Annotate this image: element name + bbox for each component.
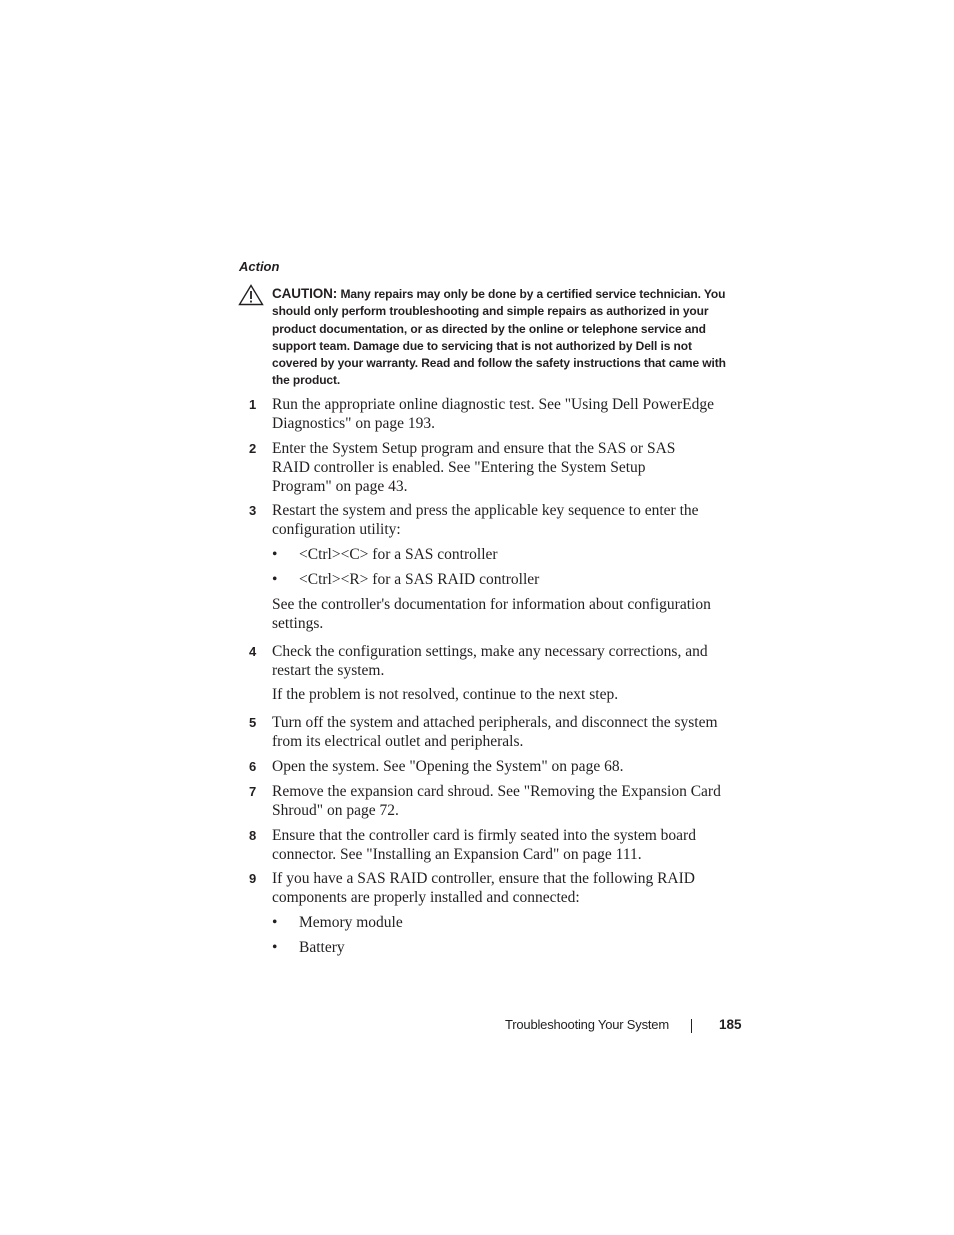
caution-text: Many repairs may only be done by a certified service technician. You should only perform troubleshooting and simple repairs as authorized in your product documentation, or as directed by the online or telephone service and support team. Damage due to servicing that is not authorized by Dell is not covered by your warranty. Read and follow the safety instructions that came with the product. [272, 287, 726, 388]
bullet-marker: • [272, 914, 278, 931]
footer-chapter-title: Troubleshooting Your System [505, 1017, 669, 1032]
bullet-text: Memory module [299, 914, 403, 931]
step-number: 7 [249, 784, 257, 799]
step-number: 6 [249, 759, 257, 774]
page-number: 185 [719, 1017, 742, 1032]
step-text: If you have a SAS RAID controller, ensure that the following RAID components are properly installed and connected: [272, 870, 695, 906]
bullet-text: <Ctrl><C> for a SAS controller [299, 546, 498, 563]
bullet-marker: • [272, 546, 278, 563]
section-heading: Action [239, 259, 280, 274]
step-text: Check the configuration settings, make any necessary corrections, and restart the system. [272, 643, 708, 679]
step-number: 3 [249, 503, 257, 518]
bullet-text: Battery [299, 939, 345, 956]
step-number: 9 [249, 871, 257, 886]
step-text: Remove the expansion card shroud. See "Removing the Expansion Card Shroud" on page 72. [272, 783, 721, 819]
step-number: 2 [249, 441, 257, 456]
step-text: Ensure that the controller card is firmly seated into the system board connector. See "Installing an Expansion Card" on page 111. [272, 827, 696, 863]
step-number: 5 [249, 715, 257, 730]
step-text: Enter the System Setup program and ensure that the SAS or SAS RAID controller is enabled. See "Entering the System Setup Program" on page 43. [272, 440, 676, 495]
step-text: Restart the system and press the applicable key sequence to enter the configuration utility: [272, 502, 699, 538]
step-number: 8 [249, 828, 257, 843]
step-text: Run the appropriate online diagnostic test. See "Using Dell PowerEdge Diagnostics" on page 193. [272, 396, 714, 432]
bullet-marker: • [272, 571, 278, 588]
step-text: Open the system. See "Opening the System" on page 68. [272, 758, 624, 775]
bullet-marker: • [272, 939, 278, 956]
step3-note: See the controller's documentation for information about configuration settings. [272, 596, 711, 632]
caution-label: CAUTION: [272, 286, 338, 301]
step-text: Turn off the system and attached peripherals, and disconnect the system from its electrical outlet and peripherals. [272, 714, 718, 750]
bullet-text: <Ctrl><R> for a SAS RAID controller [299, 571, 540, 588]
step4-note: If the problem is not resolved, continue to the next step. [272, 686, 619, 703]
step-number: 4 [249, 644, 257, 659]
step-number: 1 [249, 397, 257, 412]
page-footer [0, 1015, 954, 1035]
warning-triangle-icon [238, 284, 264, 306]
footer-divider [691, 1019, 692, 1033]
